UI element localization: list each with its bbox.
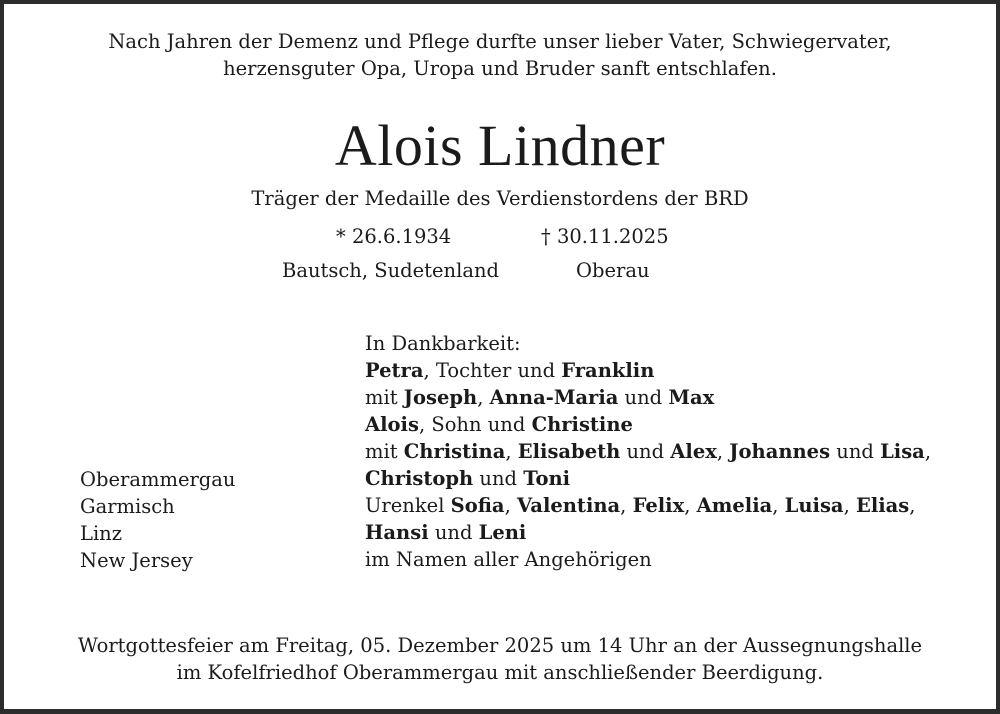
death-date: † 30.11.2025 — [541, 225, 669, 248]
location-item: Oberammergau — [80, 468, 236, 491]
mourner-name: Lisa — [880, 440, 925, 463]
locations-list — [80, 466, 235, 574]
intro-line-2: herzensguter Opa, Uropa und Bruder sanft entschlafen. — [223, 57, 777, 80]
mourner-name: Anna-Maria — [489, 386, 619, 409]
mourner-text: , — [477, 386, 490, 409]
birth-place: Bautsch, Sudetenland — [282, 259, 500, 282]
mourner-name: Felix — [632, 494, 685, 517]
mourner-name: Sofia — [450, 494, 505, 517]
mourner-name: Christoph — [365, 467, 474, 490]
mourner-name: Elisabeth — [517, 440, 621, 463]
location-item: Linz — [80, 522, 123, 545]
mourner-name: Petra — [365, 359, 424, 382]
service-line-1: Wortgottesfeier am Freitag, 05. Dezember 2025 um 14 Uhr an der Aussegnungshalle — [77, 634, 923, 657]
mourner-name: Alex — [670, 440, 717, 463]
mourner-name: Christine — [531, 413, 633, 436]
mourner-text: , — [772, 494, 785, 517]
mourner-name: Leni — [478, 521, 527, 544]
mourner-text: und — [618, 386, 669, 409]
mourner-name: Valentina — [516, 494, 621, 517]
mourner-line — [365, 357, 931, 384]
deceased-honor: Träger der Medaille des Verdienstordens der BRD — [251, 187, 749, 210]
intro-text — [0, 28, 1000, 82]
mourner-text: , — [843, 494, 856, 517]
mourner-text: , — [924, 440, 932, 463]
mourners-heading: In Dankbarkeit: — [365, 332, 521, 355]
mourner-text: mit — [365, 386, 404, 409]
mourner-name: Amelia — [696, 494, 773, 517]
mourner-text: und — [830, 440, 881, 463]
mourner-line — [365, 465, 931, 492]
mourner-text: und — [620, 440, 671, 463]
mourner-name: Max — [668, 386, 715, 409]
service-announcement — [0, 632, 1000, 686]
mourner-line — [365, 411, 931, 438]
mourner-line — [365, 438, 931, 465]
mourner-line — [365, 492, 931, 519]
service-line-2: im Kofelfriedhof Oberammergau mit anschließender Beerdigung. — [176, 661, 824, 684]
mourner-text: und — [473, 467, 524, 490]
mourner-line — [365, 384, 931, 411]
mourner-text: , — [505, 440, 518, 463]
deceased-name: Alois Lindner — [334, 113, 666, 178]
mourner-name: Elias — [855, 494, 910, 517]
mourner-text: , — [620, 494, 633, 517]
mourner-name: Alois — [365, 413, 419, 436]
mourner-text: , — [716, 440, 730, 463]
mourner-name: Hansi — [365, 521, 429, 544]
mourner-line — [365, 546, 931, 573]
intro-line-1: Nach Jahren der Demenz und Pflege durfte unser lieber Vater, Schwiegervater, — [108, 30, 892, 53]
mourner-name: Johannes — [729, 440, 831, 463]
death-place: Oberau — [576, 259, 650, 282]
mourner-name: Luisa — [784, 494, 844, 517]
mourner-line — [365, 519, 931, 546]
location-item: New Jersey — [80, 549, 193, 572]
mourner-text: Urenkel — [365, 494, 451, 517]
mourner-name: Toni — [523, 467, 571, 490]
mourner-text: im Namen aller Angehörigen — [365, 548, 652, 571]
mourner-text: mit — [365, 440, 404, 463]
mourner-text: , Tochter und — [423, 359, 562, 382]
mourner-text: , — [909, 494, 916, 517]
mourner-name: Christina — [403, 440, 506, 463]
location-item: Garmisch — [80, 495, 175, 518]
birth-date: * 26.6.1934 — [336, 225, 452, 248]
mourner-text: und — [428, 521, 479, 544]
mourner-text: , — [504, 494, 517, 517]
mourners-list — [365, 330, 931, 573]
mourner-text: , Sohn und — [418, 413, 532, 436]
mourner-text: , — [684, 494, 697, 517]
mourner-name: Franklin — [561, 359, 655, 382]
mourner-name: Joseph — [403, 386, 478, 409]
